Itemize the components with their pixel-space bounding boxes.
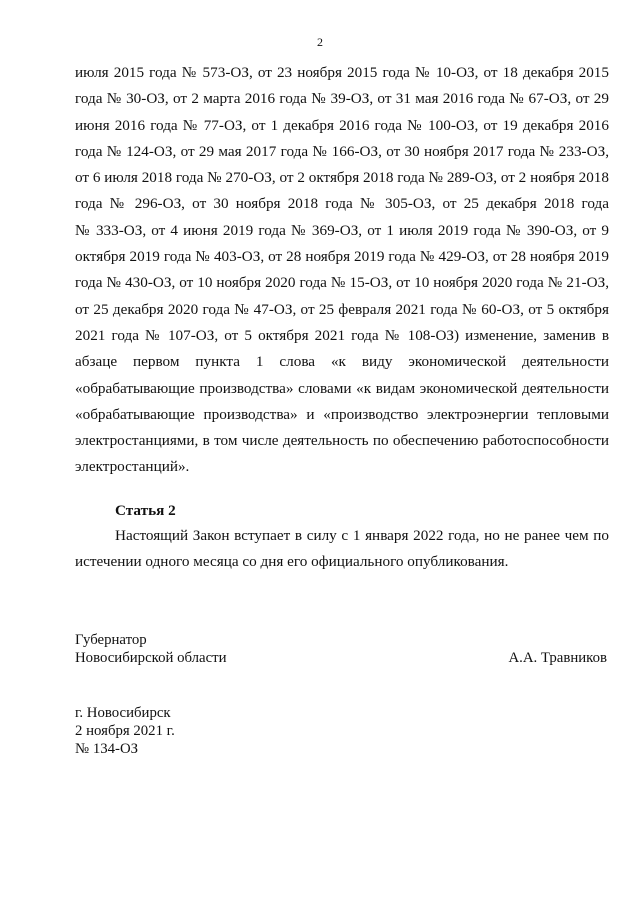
paragraph-line: электростанций». [75, 458, 190, 476]
paragraph-line: 2021 года № 107-ОЗ, от 5 октября 2021 года № 108-ОЗ) изменение, заменив в [75, 326, 609, 344]
amendment-paragraph [75, 60, 609, 481]
paragraph-line: года № 430-ОЗ, от 10 ноября 2020 года № 15-ОЗ, от 10 ноября 2020 года № 21-ОЗ, [75, 274, 609, 292]
signature-region: Новосибирской области [75, 650, 227, 666]
signature-title: Губернатор [75, 632, 147, 648]
paragraph-line: года № 296-ОЗ, от 30 ноября 2018 года № 305-ОЗ, от 25 декабря 2018 года [75, 195, 609, 213]
paragraph-line: июля 2015 года № 573-ОЗ, от 23 ноября 2015 года № 10-ОЗ, от 18 декабря 2015 [75, 64, 609, 81]
paragraph-line: «обрабатывающие производства» и «производство электроэнергии тепловыми [75, 405, 609, 423]
date: 2 ноября 2021 г. [75, 723, 175, 739]
page-number: 2 [317, 35, 323, 49]
paragraph-line: года № 30-ОЗ, от 2 марта 2016 года № 39-ОЗ, от 31 мая 2016 года № 67-ОЗ, от 29 [75, 90, 609, 108]
paragraph-line: года № 124-ОЗ, от 29 мая 2017 года № 166-ОЗ, от 30 ноября 2017 года № 233-ОЗ, [75, 142, 609, 160]
paragraph-line: от 6 июля 2018 года № 270-ОЗ, от 2 октября 2018 года № 289-ОЗ, от 2 ноября 2018 [75, 169, 609, 187]
paragraph-line: июня 2016 года № 77-ОЗ, от 1 декабря 2016 года № 100-ОЗ, от 19 декабря 2016 [75, 116, 609, 134]
article-heading: Статья 2 [115, 502, 176, 519]
paragraph-line: от 25 декабря 2020 года № 47-ОЗ, от 25 февраля 2021 года № 60-ОЗ, от 5 октября [75, 300, 609, 318]
paragraph-line: октября 2019 года № 403-ОЗ, от 28 ноября 2019 года № 429-ОЗ, от 28 ноября 2019 [75, 248, 609, 266]
law-number: № 134-ОЗ [75, 741, 139, 757]
article-line: Настоящий Закон вступает в силу с 1 января 2022 года, но не ранее чем по [115, 527, 609, 544]
paragraph-line: № 333-ОЗ, от 4 июня 2019 года № 369-ОЗ, от 1 июля 2019 года № 390-ОЗ, от 9 [75, 221, 609, 239]
paragraph-line: электростанциями, в том числе деятельность по обеспечению работоспособности [75, 432, 609, 450]
article-paragraph [75, 523, 609, 576]
article-line: истечении одного месяца со дня его официального опубликования. [75, 553, 509, 571]
signature-name: А.А. Травников [508, 650, 607, 666]
place: г. Новосибирск [75, 705, 171, 721]
paragraph-line: «обрабатывающие производства» словами «к видам экономической деятельности [75, 379, 609, 397]
paragraph-line: абзаце первом пункта 1 слова «к виду экономической деятельности [75, 353, 609, 371]
